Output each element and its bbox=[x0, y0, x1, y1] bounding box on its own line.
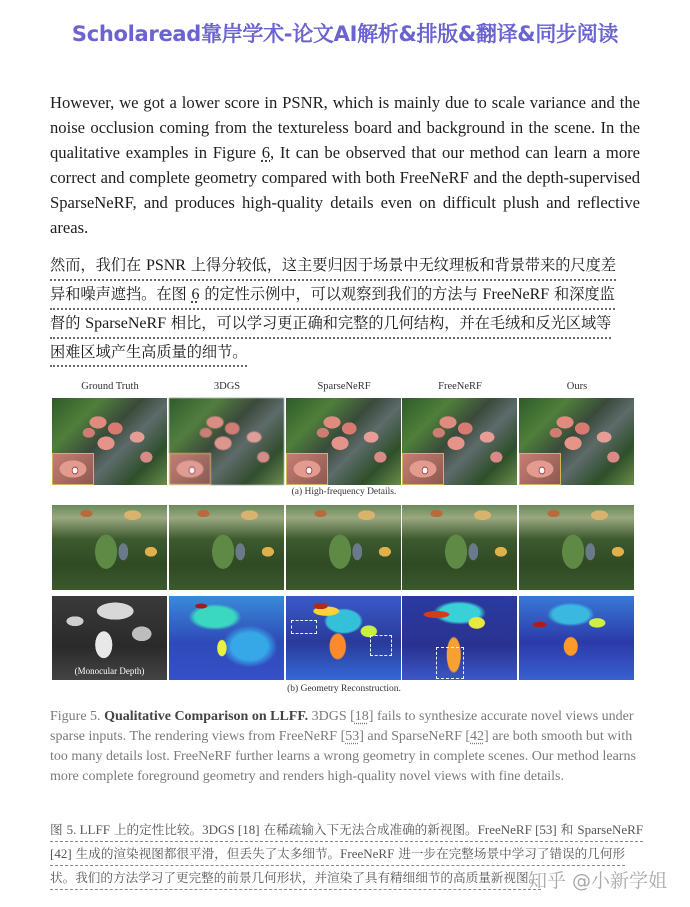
orchid-image-sparsenerf bbox=[286, 398, 401, 485]
caption-title: Qualitative Comparison on LLFF. bbox=[104, 709, 309, 724]
orchid-image-ours bbox=[519, 398, 634, 485]
depth-map-freenerf bbox=[402, 596, 517, 680]
app-banner-title: Scholaread靠岸学术-论文AI解析&排版&翻译&同步阅读 bbox=[71, 22, 619, 46]
chinese-translation-paragraph bbox=[50, 252, 646, 367]
monocular-depth-image bbox=[52, 596, 167, 680]
paragraph-text: , It can be observed that our method can learn a more correct and complete geometry compared with both FreeNeRF and the depth-supervised SparseNeRF, and produces high-quality details even on difficult plush and reflective areas. bbox=[50, 143, 641, 237]
zoom-inset bbox=[169, 453, 211, 485]
zoom-inset bbox=[52, 453, 94, 485]
plant-image-3dgs bbox=[169, 505, 284, 590]
paragraph-text: However, we got a lower score in PSNR, which is mainly due to scale variance and the noise occlusion coming from the textureless board and background in the scene. In the qualitative examples in Figure bbox=[50, 93, 640, 162]
translation-line: 困难区域产生高质量的细节。 bbox=[50, 339, 247, 367]
translation-line: 状。我们的方法学习了更完整的前景几何形状，并渲染了具有精细细节的高质量新视图。 bbox=[50, 866, 541, 890]
zhihu-watermark: 知乎 @小新学姐 bbox=[528, 870, 668, 892]
translation-line: 图 5. LLFF 上的定性比较。3DGS [18] 在稀疏输入下无法合成准确的新视图。FreeNeRF [53] 和 SparseNeRF bbox=[50, 818, 643, 842]
figure-caption-english: Figure 5. Qualitative Comparison on LLFF. 3DGS [18] fails to synthesize accurate novel views under sparse inputs. The rendering views from FreeNeRF [53] and SparseNeRF [42] are both smooth but with too many details lost. FreeNeRF further learns a wrong geometry in complete scenes. Our method learns more complete foreground geometry and renders high-quality novel views with fine details. bbox=[50, 709, 636, 784]
depth-map-sparsenerf bbox=[286, 596, 401, 680]
subcaption-b: (b) Geometry Reconstruction. bbox=[287, 684, 401, 694]
highlight-box bbox=[291, 620, 317, 634]
translation-line: [42] 生成的渲染视图都很平滑，但丢失了太多细节。FreeNeRF 进一步在完整场景中学习了错误的几何形 bbox=[50, 842, 625, 866]
orchid-image-3dgs bbox=[169, 398, 284, 485]
plant-image-freenerf bbox=[402, 505, 517, 590]
depth-map-ours bbox=[519, 596, 634, 680]
citation-link-18[interactable]: 18 bbox=[354, 709, 369, 724]
highlight-box bbox=[370, 635, 392, 656]
plant-image-ground-truth bbox=[52, 505, 167, 590]
figure-ref-link[interactable]: 6 bbox=[191, 286, 200, 303]
zoom-inset bbox=[402, 453, 444, 485]
zoom-inset bbox=[286, 453, 328, 485]
depth-map-3dgs bbox=[169, 596, 284, 680]
header-ours: Ours bbox=[566, 381, 588, 392]
translation-line: 督的 SparseNeRF 相比，可以学习更正确和完整的几何结构，并在毛绒和反光区域等 bbox=[50, 310, 611, 339]
plant-image-sparsenerf bbox=[286, 505, 401, 590]
header-freenerf: FreeNeRF bbox=[438, 381, 482, 392]
orchid-image-freenerf bbox=[402, 398, 517, 485]
citation-link-42[interactable]: 42 bbox=[470, 729, 485, 744]
english-paragraph bbox=[50, 90, 640, 240]
plant-image-ours bbox=[519, 505, 634, 590]
highlight-box bbox=[436, 647, 464, 679]
header-sparsenerf: SparseNeRF bbox=[317, 381, 371, 392]
zoom-inset bbox=[519, 453, 561, 485]
subcaption-a: (a) High-frequency Details. bbox=[291, 487, 397, 497]
monocular-depth-label: (Monocular Depth) bbox=[74, 666, 145, 676]
translation-line: 然而，我们在 PSNR 上得分较低，这主要归因于场景中无纹理板和背景带来的尺度差 bbox=[50, 252, 616, 281]
figure-column-headers bbox=[52, 378, 636, 394]
orchid-image-ground-truth bbox=[52, 398, 167, 485]
citation-link-53[interactable]: 53 bbox=[345, 729, 360, 744]
figure-5-comparison bbox=[52, 378, 636, 698]
translation-line: 异和噪声遮挡。在图 6 的定性示例中，可以观察到我们的方法与 FreeNeRF 和深度监 bbox=[50, 281, 615, 310]
figure-ref-link[interactable]: 6 bbox=[261, 143, 271, 162]
header-ground-truth: Ground Truth bbox=[81, 381, 139, 392]
header-3dgs: 3DGS bbox=[213, 381, 241, 392]
